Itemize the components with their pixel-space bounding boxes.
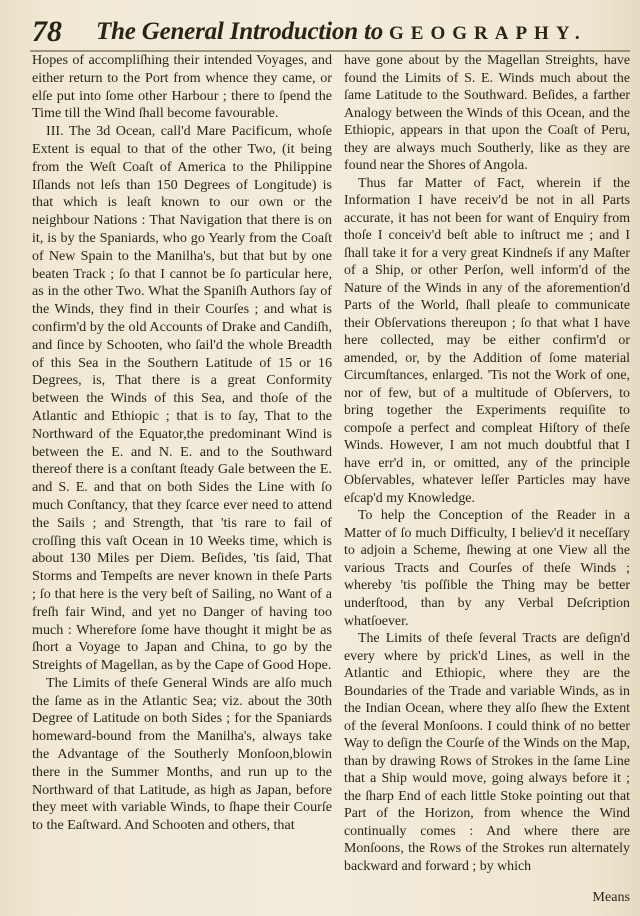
paragraph: To help the Conception of the Reader in a Matter of ſo much Difficulty, I believ'd it neceſſary to adjoin a Scheme, ſhewing at one View all the various Tracts and Courſes of theſe Winds ; whereby 'tis poſſible the Thing may be better underſtood, than by any Verbal Deſcription whatſoever. bbox=[344, 508, 630, 629]
paragraph: Thus far Matter of Fact, wherein if the Information I have receiv'd be not in all Parts accurate, it has not been for want of Enquiry from thoſe I conceiv'd beſt able to inſtruct me ; and I ſhall take it for a very great Kindneſs if any Maſter of a Ship, or other Perſon, well inform'd of the Nature of the Winds in any of the aforemention'd Parts of the World, ſhall pleaſe to communicate their Obſervations thereupon ; ſo that what I have here collected, may be either confirm'd or amended, or, by the Addition of ſome material Circumſtances, enlarged. 'Tis not the Work of one, nor of few, but of a multitude of Obſervers, to bring together the Experiments requiſite to compoſe a perfect and compleat Hiſtory of theſe Winds. However, I am not much doubtful that I have err'd in, or omitted, any of the principle Obſervables, whatever leſſer Particles may have eſcap'd my Knowledge. bbox=[344, 175, 630, 506]
paragraph: have gone about by the Magellan Streights, have found the Limits of S. E. Winds much about the ſame Latitude to the Southward. Beſides, a farther Analogy between the Winds of this Ocean, and the Ethiopic, appears in that upon the Coaſt of Peru, they are always much Southerly, like as they are found near the Shores of Angola. bbox=[344, 53, 630, 174]
running-head bbox=[96, 12, 587, 54]
page-number: 78 bbox=[32, 15, 62, 48]
page-header bbox=[32, 12, 632, 52]
paragraph: The Limits of theſe ſeveral Tracts are deſign'd every where by prick'd Lines, as well in the Atlantic and Ethiopic, where they are the Boundaries of the Trade and variable Winds, as in the Indian Ocean, where they alſo ſhew the Extent of the ſeveral Monſoons. I could think of no better Way to deſign the Courſe of the Winds on the Map, than by drawing Rows of Strokes in the ſame Line that a Ship would move, going always before it ; the ſharp End of each little Stoke pointing out that Part of the Horizon, from whence the Wind continually comes : And where there are Monſoons, the Rows of the Strokes run alternately backward and forward ; by which bbox=[344, 631, 630, 874]
right-column bbox=[344, 52, 630, 875]
paragraph: Hopes of accompliſhing their intended Voyages, and either return to the Port from whence they came, or elſe put into ſome other Harbour ; there to ſpend the Time till the Wind ſhall become favourable. bbox=[32, 52, 332, 122]
catchword: Means bbox=[592, 889, 630, 905]
running-title: The General Introduction to bbox=[96, 18, 383, 45]
left-column bbox=[32, 52, 332, 835]
paragraph: III. The 3d Ocean, call'd Mare Pacificum, whoſe Extent is equal to that of the other Two, (it being from the Weſt Coaſt of America to the Philippine Iſlands not leſs than 150 Degrees of Longitude) is that which is leaſt known to our own or the neighbour Nations : That Navigation that there is on it, is by the Spaniards, who go Yearly from the Coaſt of New Spain to the Manilha's, but that but by one beaten Track ; ſo that I cannot be ſo particular here, as in the other Two. What the Spaniſh Authors ſay of the Winds, they find in their Courſes ; and what is confirm'd by the old Accounts of Drake and Candiſh, and ſince by Schooten, who ſail'd the whole Breadth of this Sea in the Southern Latitude of 15 or 16 Degrees, is, That there is a great Conformity between the Winds of this Sea, and thoſe of the Atlantic and Ethiopic ; that is to ſay, That to the Northward of the Equator,the predominant Wind is between the E. and N. E. and to the Southward thereof there is a conſtant ſteady Gale between the E. and S. E. and that on both Sides the Line with ſo much Conſtancy, that they ſcarce ever need to attend the Sails ; and Strength, that 'tis rare to fail of croſſing this vaſt Ocean in 10 Weeks time, which is about 130 Miles per Diem. Beſides, 'tis ſaid, That Storms and Tempeſts are never known in theſe Parts ; ſo that here is the very beſt of Sailing, no Want of a freſh fair Wind, and yet no Danger of having too much : Wherefore ſome have thought it might be as ſhort a Voyage to Japan and China, to go by the Streights of Magellan, as by the Cape of Good Hope. bbox=[32, 123, 332, 674]
paragraph: The Limits of theſe General Winds are alſo much the ſame as in the Atlantic Sea; viz. about the 30th Degree of Latitude on both Sides ; for the Spaniards homeward-bound from the Manilha's, always take the Advantage of the Southerly Monſoon,blowin there in the Summer Months, and run up to the Northward of that Latitude, as high as Japan, before they meet with variable Winds, to ſhape their Courſe to the Eaſtward. And Schooten and others, that bbox=[32, 674, 332, 834]
running-subject: GEOGRAPHY. bbox=[389, 23, 587, 44]
